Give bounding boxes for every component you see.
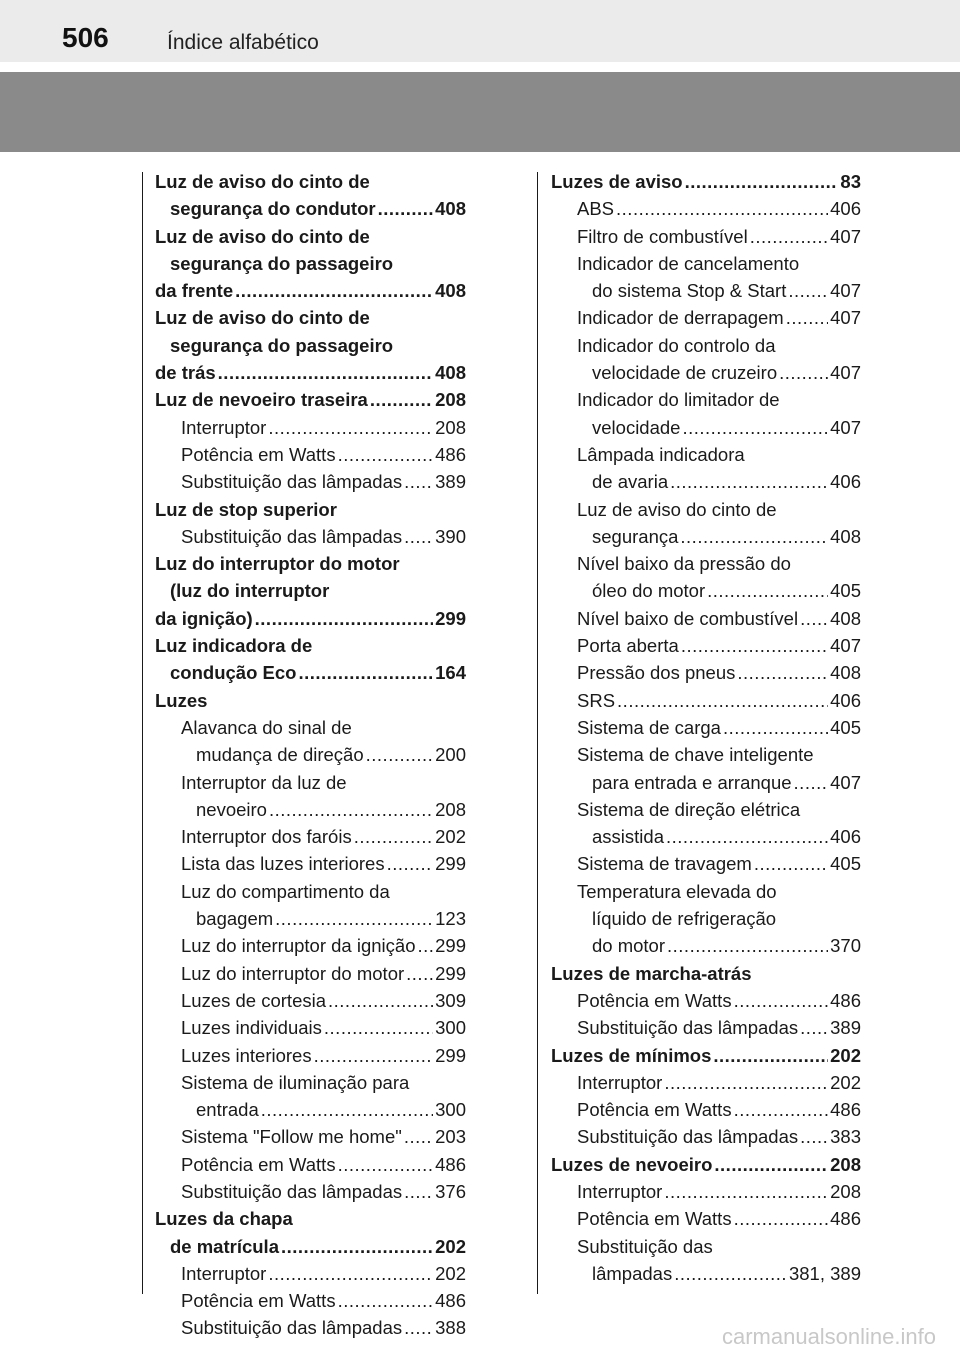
entry-text: Luz de nevoeiro traseira [155,389,368,411]
dot-leader [707,577,828,604]
entry-text: Luz do interruptor do motor [181,962,405,984]
dot-leader [404,1314,433,1341]
index-entry [551,1151,861,1178]
entry-page-number: 406 [830,826,861,848]
dot-leader [800,1123,828,1150]
entry-page-number: 299 [435,1044,466,1066]
index-entry [155,741,466,768]
dot-leader [750,223,828,250]
entry-text: Sistema de iluminação para [181,1071,410,1093]
entry-text: Potência em Watts [577,989,732,1011]
page-number: 506 [62,22,109,53]
dot-leader [268,1260,433,1287]
index-entry [155,932,466,959]
entry-text: Luz do compartimento da [181,880,390,902]
index-entry [551,714,861,741]
index-entry [551,1178,861,1205]
entry-text: Substituição das [577,1235,713,1257]
entry-text: Luzes de marcha-atrás [551,962,752,984]
dot-leader [275,905,433,932]
entry-text: Luz de aviso do cinto de [155,225,370,247]
dot-leader [378,195,434,222]
entry-text: Nível baixo de combustível [577,607,799,629]
entry-page-number: 486 [435,1290,466,1312]
dot-leader [338,1287,434,1314]
index-entry [155,332,466,359]
index-entry [155,714,466,741]
dot-leader [314,1042,434,1069]
dot-leader [417,932,433,959]
index-entry [551,496,861,523]
dot-leader [681,632,828,659]
entry-text: Potência em Watts [577,1208,732,1230]
dot-leader [734,987,829,1014]
index-entry [551,1014,861,1041]
right-column-rule [537,172,538,1294]
index-entry [155,1151,466,1178]
page-header [0,0,960,62]
index-entry [155,878,466,905]
index-entry [155,223,466,250]
entry-text: velocidade de cruzeiro [592,362,778,384]
entry-page-number: 83 [840,171,861,192]
entry-text: do sistema Stop & Start [592,280,787,302]
entry-text: Luzes de nevoeiro [551,1153,713,1175]
entry-text: segurança do passageiro [170,252,394,274]
entry-text: Luzes de aviso [551,171,683,192]
entry-page-number: 408 [435,280,466,302]
index-entry [551,932,861,959]
entry-text: Luz de aviso do cinto de [155,171,370,192]
entry-page-number: 407 [830,307,861,329]
dot-leader [354,823,433,850]
entry-text: Potência em Watts [181,1153,336,1175]
entry-text: Luz de aviso do cinto de [577,498,777,520]
dot-leader [714,1151,828,1178]
page-title: Índice alfabético [167,31,319,54]
dot-leader [734,1096,829,1123]
index-entry [551,741,861,768]
index-entry [551,223,861,250]
entry-text: Indicador de cancelamento [577,252,800,274]
index-entry [551,277,861,304]
index-entry [155,960,466,987]
entry-text: Substituição das lâmpadas [181,525,403,547]
entry-page-number: 408 [830,662,861,684]
dot-leader [788,277,828,304]
index-entry [551,550,861,577]
dot-leader [298,659,433,686]
dot-leader [387,850,434,877]
dot-leader [370,386,433,413]
left-column-rule [142,172,143,1294]
index-entry [551,304,861,331]
entry-text: Substituição das lâmpadas [577,1126,799,1148]
entry-text: Interruptor [577,1071,663,1093]
entry-page-number: 208 [435,798,466,820]
index-entry [155,687,466,714]
entry-text: para entrada e arranque [592,771,792,793]
index-entry [551,850,861,877]
index-entry [155,250,466,277]
dot-leader [723,714,828,741]
entry-text: Interruptor [181,1262,267,1284]
entry-text: Filtro de combustível [577,225,748,247]
entry-page-number: 408 [435,362,466,384]
entry-text: Indicador do controlo da [577,334,776,356]
dot-leader [404,523,433,550]
dot-leader [670,468,828,495]
index-entry [155,632,466,659]
entry-page-number: 405 [830,716,861,738]
index-entry [551,1260,861,1287]
entry-page-number: 383 [830,1126,861,1148]
index-entry [155,168,466,195]
entry-page-number: 208 [830,1180,861,1202]
index-column-left [155,168,466,1342]
entry-text: Luzes da chapa [155,1208,293,1230]
entry-page-number: 406 [830,689,861,711]
entry-page-number: 486 [435,1153,466,1175]
entry-page-number: 208 [435,389,466,411]
index-entry [155,550,466,577]
entry-text: de avaria [592,471,669,493]
dot-leader [328,987,433,1014]
entry-text: segurança do condutor [170,198,376,220]
dot-leader [268,414,433,441]
entry-text: Sistema de carga [577,716,721,738]
entry-text: Substituição das lâmpadas [181,1180,403,1202]
dot-leader [338,1151,434,1178]
entry-text: Luz indicadora de [155,635,313,657]
index-entry [155,796,466,823]
index-entry [155,468,466,495]
watermark: carmanualsonline.info [721,1324,936,1349]
entry-text: Temperatura elevada do [577,880,777,902]
entry-page-number: 407 [830,635,861,657]
entry-page-number: 202 [435,1262,466,1284]
index-entry [551,1233,861,1260]
entry-page-number: 203 [435,1126,466,1148]
entry-page-number: 202 [830,1071,861,1093]
entry-page-number: 486 [830,1208,861,1230]
index-entry [551,1042,861,1069]
index-entry [551,441,861,468]
entry-text: Pressão dos pneus [577,662,736,684]
dot-leader [800,1014,828,1041]
entry-text: Substituição das lâmpadas [181,471,403,493]
index-entry [155,359,466,386]
entry-text: da frente [155,280,234,302]
dot-leader [366,741,433,768]
entry-text: Interruptor [181,416,267,438]
entry-page-number: 299 [435,962,466,984]
dot-leader [664,1178,828,1205]
entry-text: Potência em Watts [181,1290,336,1312]
entry-text: Indicador do limitador de [577,389,780,411]
entry-text: SRS [577,689,616,711]
entry-text: segurança [592,525,679,547]
entry-page-number: 486 [830,989,861,1011]
entry-page-number: 202 [830,1044,861,1066]
entry-text: Interruptor dos faróis [181,826,352,848]
index-entry [551,1096,861,1123]
index-entry [155,577,466,604]
entry-page-number: 300 [435,1017,466,1039]
index-entry [155,1314,466,1341]
gray-banner [0,72,960,152]
index-entry [155,1178,466,1205]
entry-text: Luzes de cortesia [181,989,327,1011]
dot-leader [269,796,433,823]
entry-text: Porta aberta [577,635,679,657]
entry-page-number: 300 [435,1099,466,1121]
index-entry [155,386,466,413]
entry-page-number: 164 [435,662,466,684]
dot-leader [404,468,433,495]
dot-leader [737,659,828,686]
index-entry [551,577,861,604]
index-entry [155,1260,466,1287]
entry-page-number: 123 [435,908,466,930]
index-entry [155,1069,466,1096]
index-entry [155,1123,466,1150]
entry-text: Substituição das lâmpadas [577,1017,799,1039]
dot-leader [255,605,433,632]
entry-text: óleo do motor [592,580,706,602]
entry-page-number: 408 [830,607,861,629]
index-entry [551,605,861,632]
index-entry [155,1014,466,1041]
index-entry [551,468,861,495]
entry-page-number: 486 [435,443,466,465]
index-entry [551,659,861,686]
entry-text: Interruptor da luz de [181,771,347,793]
entry-text: Luzes [155,689,208,711]
entry-text: Potência em Watts [577,1099,732,1121]
entry-page-number: 299 [435,853,466,875]
index-entry [155,441,466,468]
entry-text: Potência em Watts [181,443,336,465]
index-entry [155,850,466,877]
entry-text: Interruptor [577,1180,663,1202]
dot-leader [218,359,433,386]
dot-leader [666,823,828,850]
entry-text: de trás [155,362,216,384]
index-entry [551,987,861,1014]
index-entry [155,1287,466,1314]
dot-leader [404,1178,433,1205]
entry-page-number: 407 [830,280,861,302]
entry-text: Substituição das lâmpadas [181,1317,403,1339]
entry-text: Luz de stop superior [155,498,337,520]
entry-page-number: 405 [830,853,861,875]
entry-text: ABS [577,198,615,220]
entry-text: Nível baixo da pressão do [577,553,791,575]
entry-page-number: 407 [830,416,861,438]
entry-text: de matrícula [170,1235,279,1257]
entry-text: Indicador de derrapagem [577,307,784,329]
index-entry [155,987,466,1014]
entry-page-number: 407 [830,771,861,793]
index-entry [551,1123,861,1150]
index-entry [155,496,466,523]
entry-text: Lista das luzes interiores [181,853,385,875]
entry-page-number: 208 [435,416,466,438]
entry-text: Sistema de travagem [577,853,752,875]
entry-text: velocidade [592,416,681,438]
dot-leader [794,769,829,796]
entry-text: condução Eco [170,662,297,684]
dot-leader [800,605,828,632]
index-entry [551,632,861,659]
entry-page-number: 389 [435,471,466,493]
entry-text: Lâmpada indicadora [577,443,745,465]
entry-text: assistida [592,826,664,848]
dot-leader [734,1205,829,1232]
entry-text: Luz de aviso do cinto de [155,307,370,329]
index-entry [155,304,466,331]
index-entry [551,796,861,823]
index-entry [551,687,861,714]
index-entry [155,414,466,441]
entry-text: lâmpadas [592,1262,673,1284]
entry-text: Alavanca do sinal de [181,716,352,738]
entry-page-number: 390 [435,525,466,547]
index-entry [551,1069,861,1096]
dot-leader [324,1014,433,1041]
entry-text: nevoeiro [196,798,267,820]
entry-page-number: 299 [435,607,466,629]
entry-page-number: 408 [830,525,861,547]
dot-leader [754,850,828,877]
entry-page-number: 408 [435,198,466,220]
entry-text: segurança do passageiro [170,334,394,356]
entry-page-number: 376 [435,1180,466,1202]
index-entry [551,523,861,550]
index-entry [551,168,861,195]
entry-text: do motor [592,935,666,957]
dot-leader [713,1042,828,1069]
entry-page-number: 208 [830,1153,861,1175]
entry-page-number: 407 [830,362,861,384]
dot-leader [281,1233,433,1260]
index-entry [551,878,861,905]
entry-text: mudança de direção [196,744,364,766]
entry-text: Luzes interiores [181,1044,312,1066]
entry-page-number: 202 [435,1235,466,1257]
dot-leader [617,687,828,714]
dot-leader [664,1069,828,1096]
entry-page-number: 381, 389 [788,1262,861,1284]
index-entry [551,332,861,359]
dot-leader [779,359,828,386]
dot-leader [680,523,828,550]
dot-leader [667,932,828,959]
entry-page-number: 389 [830,1017,861,1039]
dot-leader [406,960,433,987]
entry-text: entrada [196,1099,259,1121]
entry-text: Luzes individuais [181,1017,322,1039]
index-entry [155,523,466,550]
entry-text: líquido de refrigeração [592,908,777,930]
entry-text: Sistema de direção elétrica [577,798,801,820]
entry-page-number: 405 [830,580,861,602]
entry-page-number: 406 [830,198,861,220]
index-entry [155,605,466,632]
index-entry [551,359,861,386]
index-entry [155,277,466,304]
entry-text: da ignição) [155,607,253,629]
entry-text: (luz do interruptor [170,580,330,602]
index-column-right [551,168,861,1287]
index-entry [551,386,861,413]
entry-page-number: 406 [830,471,861,493]
index-entry [551,823,861,850]
dot-leader [685,168,839,195]
index-entry [155,1205,466,1232]
dot-leader [261,1096,433,1123]
dot-leader [338,441,434,468]
dot-leader [682,414,828,441]
entry-page-number: 200 [435,744,466,766]
entry-text: Sistema "Follow me home" [181,1126,402,1148]
index-entry [155,1233,466,1260]
header-separator [0,62,960,72]
index-entry [155,195,466,222]
index-entry [551,769,861,796]
index-entry [155,659,466,686]
index-entry [155,823,466,850]
index-entry [551,414,861,441]
entry-text: Luz do interruptor da ignição [181,935,416,957]
entry-page-number: 388 [435,1317,466,1339]
dot-leader [616,195,828,222]
entry-text: Sistema de chave inteligente [577,744,814,766]
dot-leader [786,304,828,331]
index-entry [551,960,861,987]
entry-page-number: 370 [830,935,861,957]
index-entry [551,905,861,932]
index-entry [155,1096,466,1123]
index-entry [155,1042,466,1069]
entry-page-number: 486 [830,1099,861,1121]
index-entry [155,905,466,932]
entry-page-number: 202 [435,826,466,848]
index-entry [551,250,861,277]
index-entry [551,1205,861,1232]
index-entry [155,769,466,796]
entry-text: Luzes de mínimos [551,1044,712,1066]
dot-leader [674,1260,787,1287]
dot-leader [404,1123,433,1150]
index-entry [551,195,861,222]
entry-page-number: 309 [435,989,466,1011]
entry-text: Luz do interruptor do motor [155,553,400,575]
entry-page-number: 299 [435,935,466,957]
dot-leader [235,277,433,304]
entry-page-number: 407 [830,225,861,247]
entry-text: bagagem [196,908,274,930]
